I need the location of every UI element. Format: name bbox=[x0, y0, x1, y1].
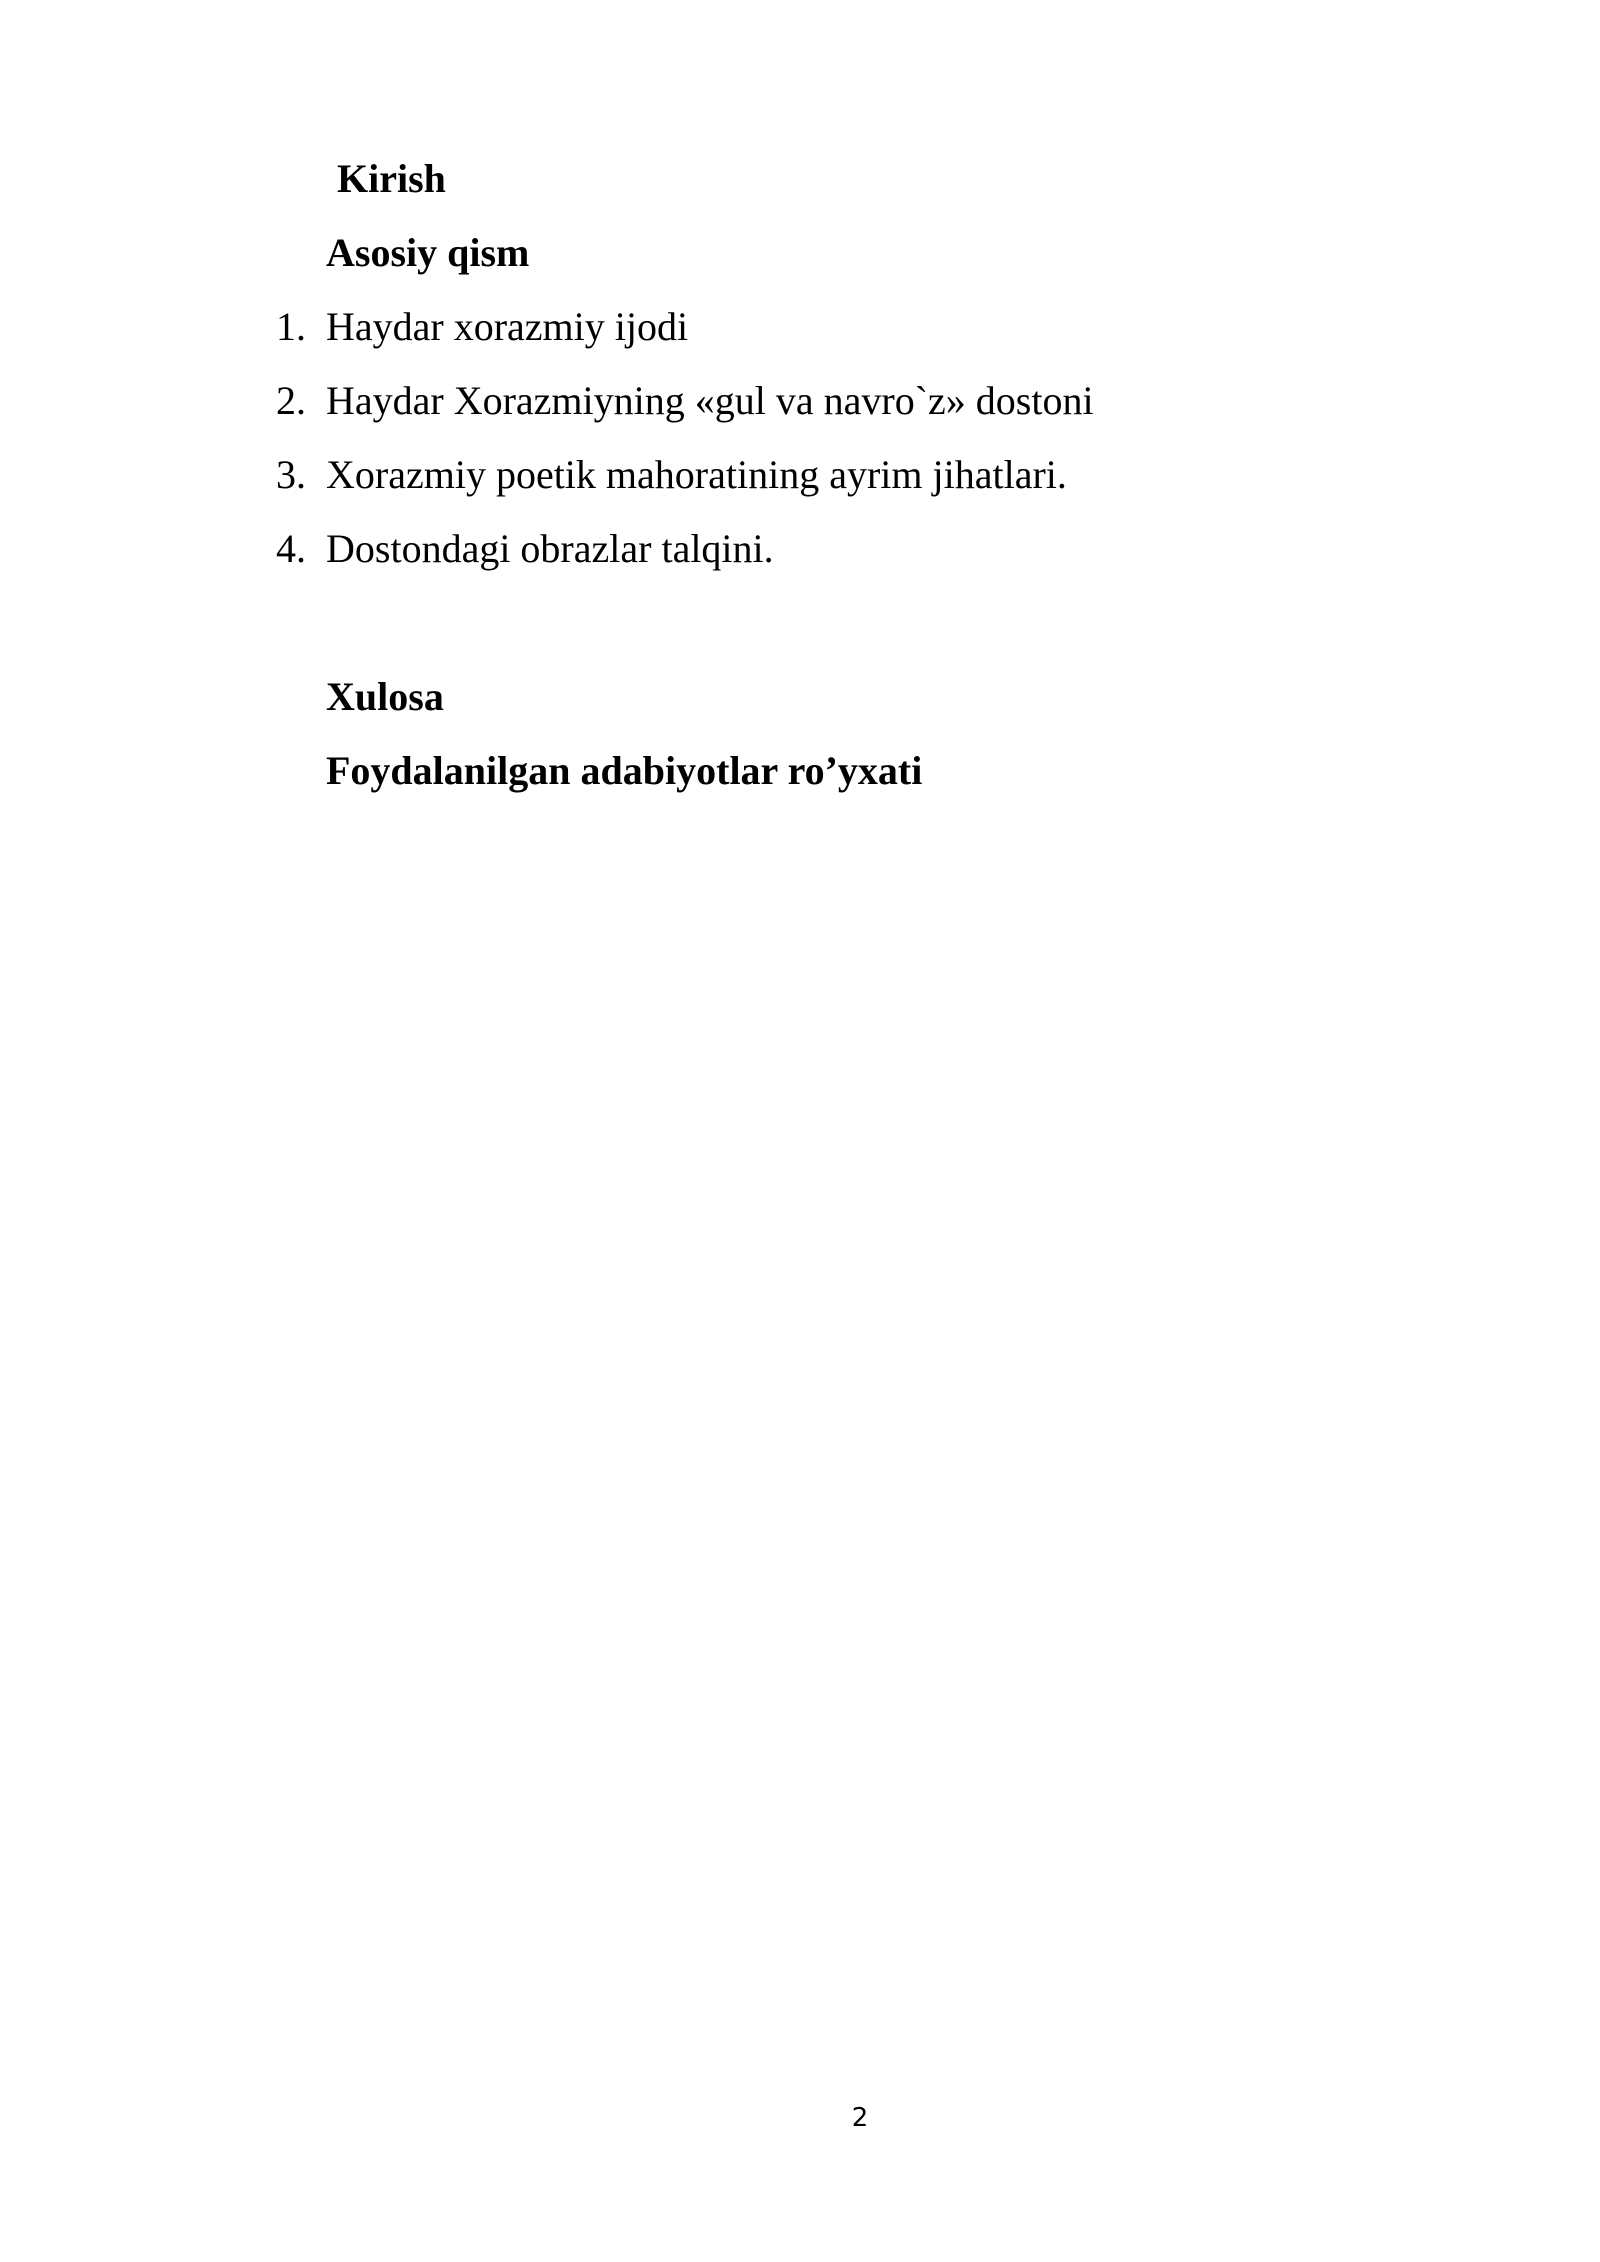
heading-introduction: Kirish bbox=[337, 156, 446, 201]
list-item-text: Dostondagi obrazlar talqini. bbox=[326, 526, 774, 571]
page-number: 2 bbox=[851, 2103, 869, 2133]
heading-references: Foydalanilgan adabiyotlar ro’yxati bbox=[326, 748, 923, 793]
list-item-number: 4. bbox=[276, 526, 306, 571]
heading-conclusion: Xulosa bbox=[326, 674, 444, 719]
list-item-text: Haydar xorazmiy ijodi bbox=[326, 304, 689, 349]
heading-main-part: Asosiy qism bbox=[326, 230, 530, 275]
list-item-number: 3. bbox=[276, 452, 306, 497]
list-item-text: Haydar Xorazmiyning «gul va navro`z» dostoni bbox=[326, 378, 1094, 423]
list-item-number: 2. bbox=[276, 378, 306, 423]
list-item-number: 1. bbox=[276, 304, 306, 349]
list-item-text: Xorazmiy poetik mahoratining ayrim jihatlari. bbox=[326, 452, 1067, 497]
